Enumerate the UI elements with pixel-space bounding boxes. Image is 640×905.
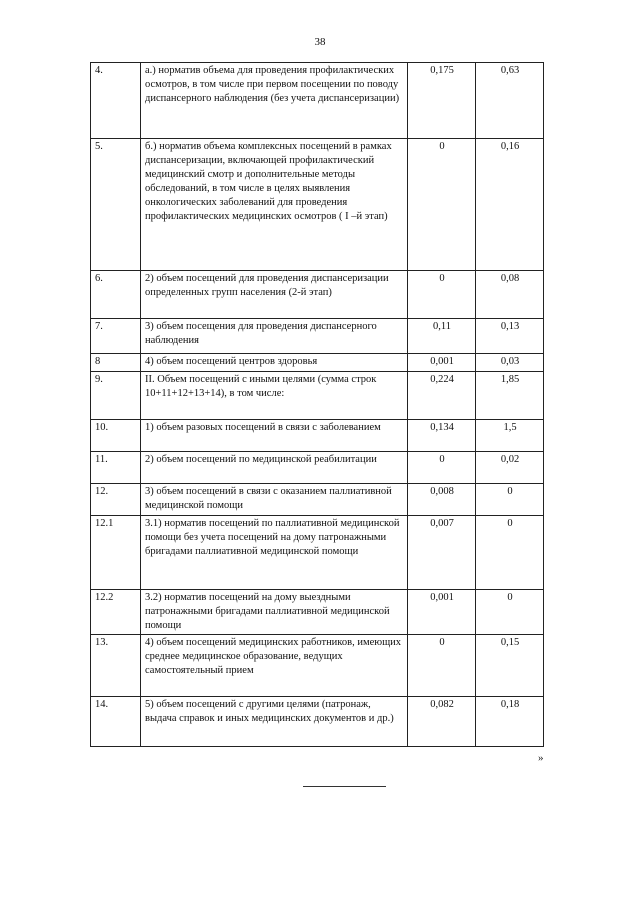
table-row	[91, 354, 544, 372]
row-number: 7.	[91, 319, 141, 354]
row-description: 4) объем посещений медицинских работников, имеющих среднее медицинское образование, ведущих самостоятельный прием	[141, 635, 408, 697]
table-row	[91, 484, 544, 516]
table-row	[91, 372, 544, 420]
row-value-2: 0,13	[476, 319, 544, 354]
table-row	[91, 635, 544, 697]
row-number: 5.	[91, 139, 141, 271]
row-description: 3) объем посещений в связи с оказанием паллиативной медицинской помощи	[141, 484, 408, 516]
row-value-1: 0,007	[408, 516, 476, 590]
row-number: 12.	[91, 484, 141, 516]
table-row	[91, 590, 544, 635]
row-number: 4.	[91, 63, 141, 139]
table-row	[91, 697, 544, 747]
norms-table	[90, 62, 544, 747]
row-value-2: 0,16	[476, 139, 544, 271]
row-description: II. Объем посещений с иными целями (сумма строк 10+11+12+13+14), в том числе:	[141, 372, 408, 420]
row-value-1: 0	[408, 271, 476, 319]
row-value-1: 0,001	[408, 590, 476, 635]
row-value-1: 0,11	[408, 319, 476, 354]
row-value-2: 0,08	[476, 271, 544, 319]
row-number: 9.	[91, 372, 141, 420]
row-value-2: 0,18	[476, 697, 544, 747]
row-description: 5) объем посещений с другими целями (патронаж, выдача справок и иных медицинских документов и др.)	[141, 697, 408, 747]
row-description: а.) норматив объема для проведения профилактических осмотров, в том числе при первом посещении по поводу диспансерного наблюдения (без учета диспансеризации)	[141, 63, 408, 139]
table-row	[91, 420, 544, 452]
closing-quote: »	[538, 752, 544, 764]
row-value-2: 0,15	[476, 635, 544, 697]
row-value-1: 0,001	[408, 354, 476, 372]
row-description: 1) объем разовых посещений в связи с заболеванием	[141, 420, 408, 452]
row-number: 11.	[91, 452, 141, 484]
table-row	[91, 516, 544, 590]
row-value-1: 0,134	[408, 420, 476, 452]
row-value-2: 1,5	[476, 420, 544, 452]
row-description: 3.2) норматив посещений на дому выездными патронажными бригадами паллиативной медицинской помощи	[141, 590, 408, 635]
row-value-1: 0,224	[408, 372, 476, 420]
row-value-2: 0	[476, 590, 544, 635]
row-description: б.) норматив объема комплексных посещений в рамках диспансеризации, включающей профилактический медицинский смотр и дополнительные методы обследований, в том числе в целях выявления онкологических заболеваний для проведения профилактических медицинских осмотров ( I –й этап)	[141, 139, 408, 271]
row-description: 3) объем посещения для проведения диспансерного наблюдения	[141, 319, 408, 354]
row-value-1: 0	[408, 452, 476, 484]
row-number: 12.1	[91, 516, 141, 590]
row-description: 2) объем посещений для проведения диспансеризации определенных групп населения (2-й этап)	[141, 271, 408, 319]
row-number: 8	[91, 354, 141, 372]
row-number: 12.2	[91, 590, 141, 635]
row-value-1: 0	[408, 139, 476, 271]
table-row	[91, 452, 544, 484]
table-body	[91, 63, 544, 747]
row-description: 4) объем посещений центров здоровья	[141, 354, 408, 372]
row-value-2: 0,63	[476, 63, 544, 139]
row-value-1: 0,008	[408, 484, 476, 516]
row-value-2: 0	[476, 516, 544, 590]
footer-divider	[303, 786, 386, 787]
row-description: 3.1) норматив посещений по паллиативной медицинской помощи без учета посещений на дому патронажными бригадами паллиативной медицинской помощи	[141, 516, 408, 590]
row-description: 2) объем посещений по медицинской реабилитации	[141, 452, 408, 484]
table-row	[91, 271, 544, 319]
row-number: 13.	[91, 635, 141, 697]
page-number: 38	[314, 36, 326, 48]
table-row	[91, 319, 544, 354]
table-row	[91, 63, 544, 139]
row-value-2: 0,02	[476, 452, 544, 484]
row-number: 14.	[91, 697, 141, 747]
row-number: 6.	[91, 271, 141, 319]
row-value-1: 0,175	[408, 63, 476, 139]
row-value-2: 1,85	[476, 372, 544, 420]
row-value-1: 0,082	[408, 697, 476, 747]
row-number: 10.	[91, 420, 141, 452]
row-value-1: 0	[408, 635, 476, 697]
row-value-2: 0	[476, 484, 544, 516]
table-row	[91, 139, 544, 271]
row-value-2: 0,03	[476, 354, 544, 372]
